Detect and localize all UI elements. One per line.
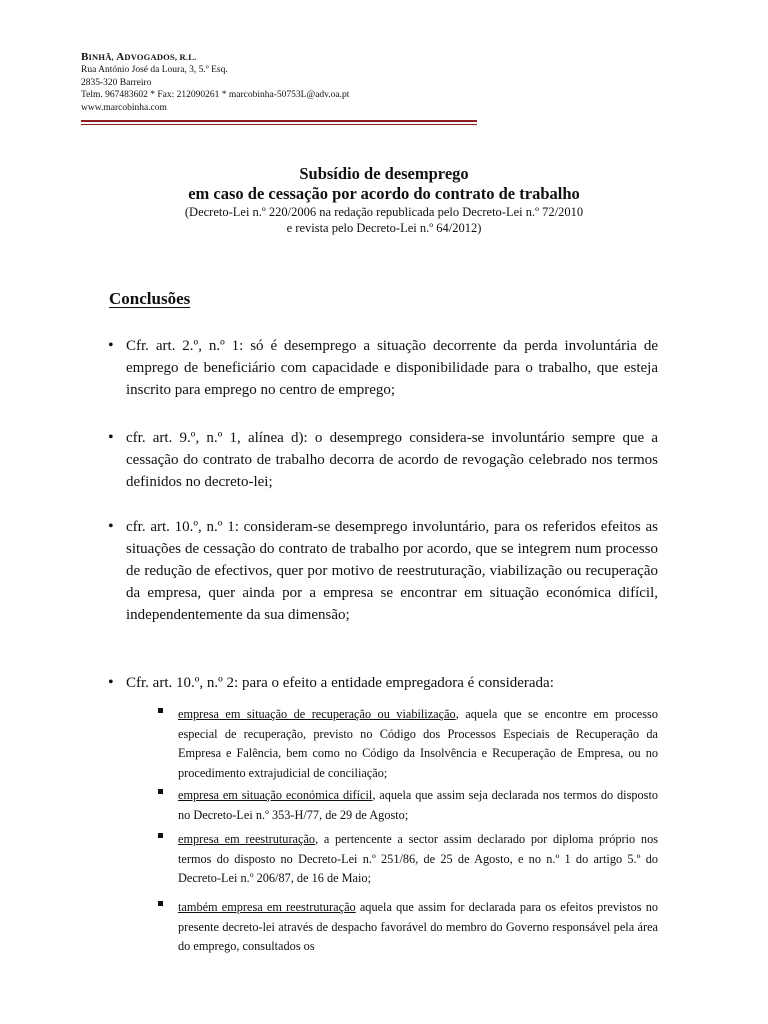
- bullet-text: cfr. art. 9.º, n.º 1, alínea d): o desemprego considera-se involuntário sempre que a cessação do contrato de trabalho decorra de acordo de revogação celebrado nos termos definidos no decreto-lei;: [126, 430, 658, 490]
- sub-item-term: empresa em situação de recuperação ou viabilização: [178, 707, 456, 721]
- bullet-dot-icon: •: [108, 518, 114, 535]
- sub-item: [158, 705, 658, 783]
- sub-item-rest: aquela que assim for declarada para os efeitos previstos no presente decreto-lei através de despacho favorável do membro do Governo responsável pela área do emprego, consultados os: [178, 900, 658, 953]
- sub-item-term: também empresa em reestruturação: [178, 900, 356, 914]
- firm-address: Rua António José da Loura, 3, 5.º Esq.: [81, 65, 228, 75]
- document-title: [0, 164, 768, 236]
- square-bullet-icon: [158, 708, 163, 713]
- bullet-dot-icon: •: [108, 674, 114, 691]
- letterhead-rule-thin: [81, 124, 477, 125]
- sub-item: [158, 830, 658, 889]
- bullet-item: [108, 672, 658, 694]
- firm-name: BINHÃ, ADVOGADOS, R.L.: [81, 51, 197, 63]
- subtitle-line-2: e revista pelo Decreto-Lei n.º 64/2012): [286, 221, 482, 235]
- sub-item-text: [178, 786, 658, 825]
- firm-contacts: Telm. 967483602 * Fax: 212090261 * marcobinha-50753L@adv.oa.pt: [81, 90, 350, 100]
- bullet-dot-icon: •: [108, 429, 114, 446]
- sub-item-term: empresa em situação económica difícil: [178, 788, 373, 802]
- letterhead: [81, 51, 681, 114]
- bullet-item: [108, 516, 658, 626]
- sub-item-text: [178, 898, 658, 957]
- sub-item: [158, 898, 658, 957]
- firm-postal-code: 2835-320 Barreiro: [81, 77, 152, 88]
- bullet-text: Cfr. art. 2.º, n.º 1: só é desemprego a situação decorrente da perda involuntária de emprego de beneficiário com capacidade e disponibilidade para o trabalho, que esteja inscrito para emprego no centro de emprego;: [126, 338, 658, 398]
- title-line-2: em caso de cessação por acordo do contrato de trabalho: [188, 184, 580, 203]
- sub-item-text: [178, 705, 658, 783]
- bullet-text: Cfr. art. 10.º, n.º 2: para o efeito a entidade empregadora é considerada:: [126, 675, 554, 691]
- square-bullet-icon: [158, 833, 163, 838]
- title-line-1: Subsídio de desemprego: [299, 164, 469, 183]
- sub-item-rest: , aquela que assim seja declarada nos termos do disposto no Decreto-Lei n.º 353-H/77, de 29 de Agosto;: [178, 788, 659, 822]
- bullet-item: [108, 335, 658, 401]
- letterhead-rule-thick: [81, 120, 477, 122]
- sub-item-term: empresa em reestruturação: [178, 832, 316, 846]
- square-bullet-icon: [158, 901, 163, 906]
- bullet-item: [108, 427, 658, 493]
- bullet-dot-icon: •: [108, 337, 114, 354]
- sub-item: [158, 786, 658, 825]
- firm-website: www.marcobinha.com: [81, 102, 167, 113]
- sub-item-text: [178, 830, 658, 889]
- bullet-text: cfr. art. 10.º, n.º 1: consideram-se desemprego involuntário, para os referidos efeitos as situações de cessação do contrato de trabalho por acordo, que se integrem num processo de redução de efectivos, quer por motivo de reestruturação, viabilização ou recuperação da empresa, quer ainda por a empresa se encontrar em situação económica difícil, independentemente da sua dimensão;: [126, 519, 658, 623]
- sub-item-rest: , a pertencente a sector assim declarado por diploma próprio nos termos do disposto no Decreto-Lei n.º 251/86, de 25 de Agosto, e no n.º 1 do artigo 5.º do Decreto-Lei n.º 206/87, de 16 de Maio;: [178, 832, 658, 885]
- sub-item-rest: , aquela que se encontre em processo especial de recuperação, previsto no Código dos Processos Especiais de Recuperação da Empresa e Falência, bem como no Código da Insolvência e Recuperação de Empresa, ou no procedimento extrajudicial de conciliação;: [178, 707, 658, 780]
- subtitle-line-1: (Decreto-Lei n.º 220/2006 na redação republicada pelo Decreto-Lei n.º 72/2010: [184, 205, 584, 219]
- section-heading: Conclusões: [109, 289, 191, 308]
- square-bullet-icon: [158, 789, 163, 794]
